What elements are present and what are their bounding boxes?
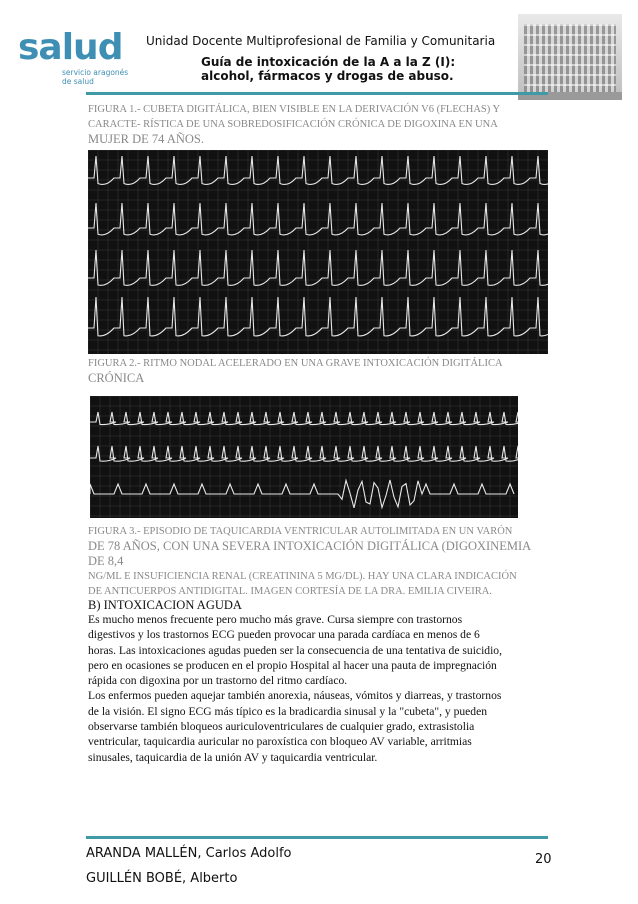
header-guide-title [201,55,455,83]
salud-logo [18,28,136,86]
header-divider [86,92,548,95]
hospital-building-photo [518,14,622,100]
body-line: sinusales, taquicardia de la unión AV y taquicardia ventricular. [88,750,378,764]
ecg-trace [90,480,514,508]
page-number: 20 [535,852,552,867]
body-line: Es mucho menos frecuente pero mucho más grave. Cursa siempre con trastornos [88,613,463,626]
figure-2-ecg [90,396,518,518]
body-line: de la visión. El signo ECG más típico es la bradicardia sinusal y la "cubeta", y pueden [88,704,488,718]
body-line: Los enfermos pueden aquejar también anorexia, náuseas, vómitos y diarreas, y trastornos [88,689,502,703]
body-line: rápida con digoxina por un trastorno del ritmo cardíaco. [88,674,348,688]
figure-3-caption: FIGURA 3.- EPISODIO DE TAQUICARDIA VENTRICULAR AUTOLIMITADA EN UN VARÓN DE 78 AÑOS, CON UNA SEVERA INTOXICACIÓN DIGITÁLICA (DIGOXINEMIA DE 8,4 NG/ML E INSUFICIENCIA RENAL (CREATININA 5 MG/DL). HAY UNA CLARA INDICACIÓN DE ANTICUERPOS ANTIDIGITAL. IMAGEN CORTESÍA DE LA DRA. EMILIA CIVEIRA. [88,526,531,597]
section-title: B) INTOXICACION AGUDA [88,598,242,612]
ecg-trace [90,412,518,425]
header-guide-title-line1: Guía de intoxicación de la A a la Z (I): [201,55,456,69]
body-line: horas. Las intoxicaciones agudas pueden ser la consecuencia de una tentativa de suicidio, [88,643,503,657]
logo-subtitle-line1: servicio aragonés [62,68,129,77]
logo-wordmark: salud [18,27,123,68]
body-line: pero en ocasiones se producen en el propio Hospital al hacer una pauta de impregnación [88,658,497,672]
body-line: observarse también bloqueos auriculoventriculares de cualquier grado, extrasistolia [88,720,475,734]
figure-1-caption: FIGURA 1.- CUBETA DIGITÁLICA, BIEN VISIBLE EN LA DERIVACIÓN V6 (FLECHAS) Y CARACTE- RÍSTICA DE UNA SOBREDOSIFICACIÓN CRÓNICA DE DIGOXINA EN UNA MUJER DE 74 AÑOS. [88,104,501,146]
logo-subtitle-line2: de salud [62,77,94,86]
header-guide-title-line2: alcohol, fármacos y drogas de abuso. [201,69,454,83]
footer-divider [86,836,548,839]
figure-2-caption: FIGURA 2.- RITMO NODAL ACELERADO EN UNA GRAVE INTOXICACIÓN DIGITÁLICA CRÓNICA [88,358,503,385]
section-body [88,612,546,765]
figure-1-ecg [88,150,548,354]
ecg-trace [90,446,518,461]
header-unit-name: Unidad Docente Multiprofesional de Familia y Comunitaria [146,34,496,48]
body-line: digestivos y los trastornos ECG pueden provocar una parada cardíaca en menos de 6 [88,628,480,642]
footer-author-2: GUILLÉN BOBÉ, Alberto [86,871,238,886]
body-line: ventricular, taquicardia auricular no paroxística con bloqueo AV variable, arritmias [88,735,472,749]
footer-author-1: ARANDA MALLÉN, Carlos Adolfo [86,846,292,861]
